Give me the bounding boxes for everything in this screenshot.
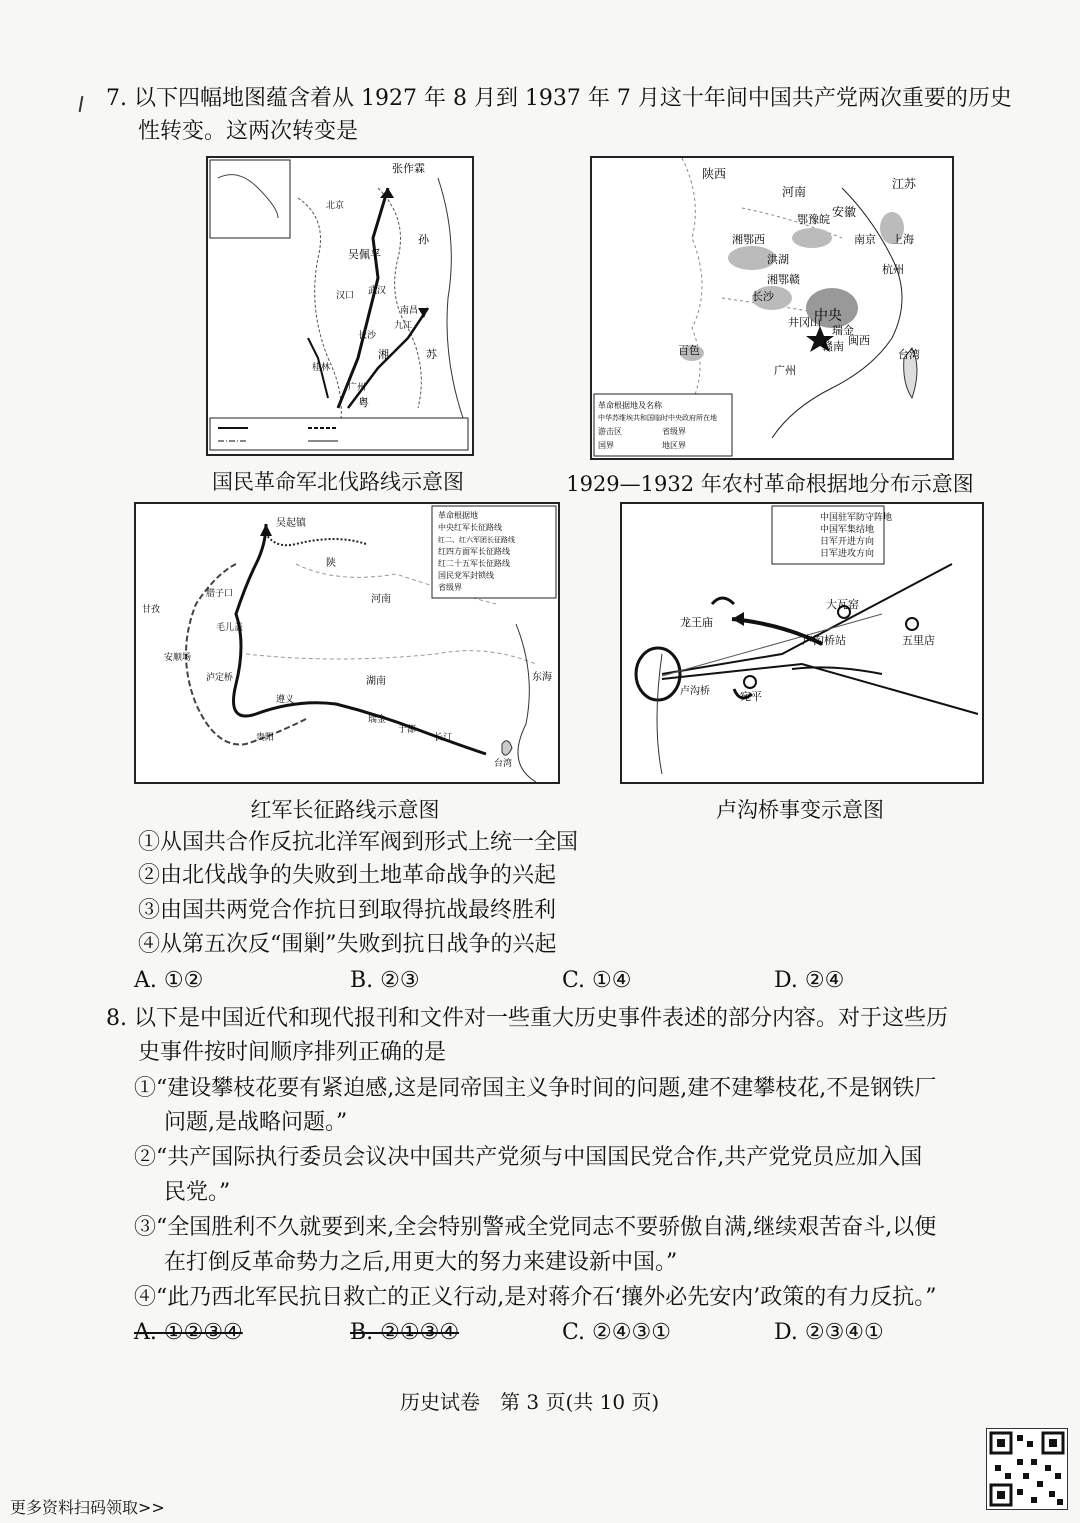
map2-label-10: 湘鄂赣 <box>767 273 800 286</box>
map2-label-3: 江苏 <box>892 177 917 191</box>
margin-mark <box>79 96 84 112</box>
q7-option-2: ②由北伐战争的失败到土地革命战争的兴起 <box>138 863 557 888</box>
map-lugou-bridge <box>620 502 984 784</box>
map3-label-14: 东海 <box>532 672 552 683</box>
q8-item-3: ③“全国胜利不久就要到来,全会特别警戒全党同志不要骄傲自满,继续艰苦奋斗,以便 <box>134 1215 937 1240</box>
q8-choice-c: C. ②④③① <box>562 1320 671 1345</box>
map4-legend-1: 中国军集结地 <box>820 525 875 535</box>
map3-label-4: 毛儿盖 <box>216 623 244 633</box>
map4-legend-3: 日军进攻方向 <box>820 549 875 559</box>
map3-label-12: 于都 <box>398 725 417 735</box>
q8-stem-line1: 8. 以下是中国近代和现代报刊和文件对一些重大历史事件表述的部分内容。对于这些历 <box>106 1006 948 1031</box>
map1-label-9: 吴佩孚 <box>348 248 381 261</box>
map3-label-7: 泸定桥 <box>206 673 234 683</box>
map2-label-16: 闽西 <box>848 334 870 347</box>
map-revolutionary-bases <box>590 156 954 460</box>
map2-label-9: 洪湖 <box>767 253 789 266</box>
map4-label-5: 宛平 <box>740 690 762 703</box>
map3-legend-5: 国民党军封锁线 <box>438 571 494 580</box>
map3-label-15: 台湾 <box>494 759 513 769</box>
map4-label-0: 龙王庙 <box>680 616 713 629</box>
map4-label-2: 卢沟桥站 <box>802 634 846 647</box>
q7-choice-b: B. ②③ <box>350 968 420 993</box>
map-long-march <box>134 502 560 784</box>
map1-label-10: 孙 <box>418 233 429 246</box>
map4-legend-0: 中国驻军防守阵地 <box>820 513 893 523</box>
map2-label-6: 杭州 <box>882 263 904 276</box>
map2-legend-3: 省级界 <box>662 427 686 436</box>
map1-label-11: 湘 <box>378 348 389 361</box>
map2-label-7: 湘鄂西 <box>732 233 765 246</box>
map3-label-2: 河南 <box>371 594 391 605</box>
q8-item-3-cont: 在打倒反革命势力之后,用更大的努力来建设新中国。” <box>164 1250 678 1275</box>
map3-label-0: 吴起镇 <box>276 518 306 529</box>
map1-label-3: 汉口 <box>336 291 355 301</box>
map2-label-0: 陕西 <box>702 167 727 181</box>
map1-label-6: 长沙 <box>358 331 377 341</box>
map3-label-3: 腊子口 <box>206 589 234 599</box>
map2-label-17: 广州 <box>774 364 796 377</box>
map1-label-12: 粤 <box>358 396 369 409</box>
map3-legend-4: 红二十五军长征路线 <box>438 559 510 568</box>
map2-legend-0: 革命根据地及名称 <box>598 401 662 410</box>
map1-label-0: 张作霖 <box>392 162 425 175</box>
map3-label-10: 湖南 <box>366 676 386 687</box>
map3-label-13: 长汀 <box>434 733 453 743</box>
map2-label-12: 井冈山 <box>788 316 821 329</box>
q8-item-2: ②“共产国际执行委员会议决中国共产党须与中国国民党合作,共产党党员应加入国 <box>134 1145 923 1170</box>
q8-item-2-cont: 民党。” <box>164 1180 231 1205</box>
map1-label-7: 广州 <box>348 383 367 393</box>
q7-option-3: ③由国共两党合作抗日到取得抗战最终胜利 <box>138 898 557 923</box>
q8-item-4: ④“此乃西北军民抗日救亡的正义行动,是对蒋介石‘攘外必先安内’政策的有力反抗。” <box>134 1285 937 1310</box>
map3-legend-2: 红二、红六军团长征路线 <box>438 536 515 544</box>
map1-label-4: 南昌 <box>400 306 419 316</box>
map3-label-5: 甘孜 <box>142 605 161 615</box>
map2-caption: 1929—1932 年农村革命根据地分布示意图 <box>566 472 974 496</box>
map2-legend-4: 国界 <box>598 441 614 450</box>
q7-stem-line1: 7. 以下四幅地图蕴含着从 1927 年 8 月到 1937 年 7 月这十年间中国共产党两次重要的历史 <box>106 86 1012 111</box>
map3-legend-1: 中央红军长征路线 <box>438 523 502 532</box>
map4-legend-2: 日军开进方向 <box>820 537 875 547</box>
map2-label-8: 鄂豫皖 <box>797 213 830 226</box>
map-northern-expedition <box>206 156 474 456</box>
map2-legend-1: 中华苏维埃共和国临时中央政府所在地 <box>598 414 717 422</box>
map3-label-8: 遵义 <box>276 695 295 705</box>
map1-caption: 国民革命军北伐路线示意图 <box>212 470 464 494</box>
q7-choice-a: A. ①② <box>134 968 204 993</box>
map2-label-18: 百色 <box>678 344 700 357</box>
map3-legend-3: 红四方面军长征路线 <box>438 547 510 556</box>
map2-label-11: 长沙 <box>752 290 774 303</box>
map2-label-19: 台湾 <box>898 348 920 361</box>
q8-choice-d: D. ②③④① <box>774 1320 884 1345</box>
q7-choice-c: C. ①④ <box>562 968 632 993</box>
map1-label-2: 武汉 <box>368 286 387 296</box>
map1-label-13: 苏 <box>426 348 437 361</box>
map3-label-1: 陕 <box>326 558 336 569</box>
map2-label-5: 上海 <box>892 233 914 246</box>
qr-code[interactable] <box>986 1428 1068 1510</box>
map3-legend-0: 革命根据地 <box>438 511 478 520</box>
map2-label-2: 安徽 <box>832 205 857 219</box>
map2-label-13: 中央 <box>814 308 842 324</box>
map2-label-15: 赣南 <box>822 340 844 353</box>
q7-option-4: ④从第五次反“围剿”失败到抗日战争的兴起 <box>138 932 557 957</box>
map4-label-1: 大瓦窑 <box>826 598 859 611</box>
q8-item-1-cont: 问题,是战略问题。” <box>164 1110 348 1135</box>
map4-label-4: 卢沟桥 <box>680 686 710 697</box>
q8-choice-a: A. ①②③④ <box>134 1320 243 1345</box>
map4-caption: 卢沟桥事变示意图 <box>716 798 884 822</box>
map3-label-6: 安顺场 <box>164 653 192 663</box>
map2-legend-2: 游击区 <box>598 427 622 436</box>
map2-legend-5: 地区界 <box>662 441 686 450</box>
map4-label-3: 五里店 <box>902 634 935 647</box>
q7-stem-line2: 性转变。这两次转变是 <box>138 119 359 144</box>
corner-note[interactable]: 更多资料扫码领取>> <box>10 1498 165 1517</box>
map1-label-8: 桂林 <box>312 363 331 373</box>
map1-label-1: 北京 <box>326 201 345 211</box>
q8-stem-line2: 史事件按时间顺序排列正确的是 <box>138 1040 447 1065</box>
map3-label-9: 贵阳 <box>256 733 275 743</box>
q7-choice-d: D. ②④ <box>774 968 845 993</box>
map2-label-14: 瑞金 <box>832 324 854 337</box>
map1-label-5: 九江 <box>394 321 413 331</box>
map2-label-4: 南京 <box>854 233 876 246</box>
page-footer: 历史试卷 第 3 页(共 10 页) <box>400 1390 660 1414</box>
q8-item-1: ①“建设攀枝花要有紧迫感,这是同帝国主义争时间的问题,建不建攀枝花,不是钢铁厂 <box>134 1076 937 1101</box>
map3-label-11: 瑞金 <box>368 715 387 725</box>
map3-caption: 红军长征路线示意图 <box>250 798 440 822</box>
q7-option-1: ①从国共合作反抗北洋军阀到形式上统一全国 <box>138 830 579 855</box>
q8-choice-b: B. ②①③④ <box>350 1320 460 1345</box>
map3-legend-6: 省级界 <box>438 583 462 592</box>
map2-label-1: 河南 <box>782 185 807 199</box>
